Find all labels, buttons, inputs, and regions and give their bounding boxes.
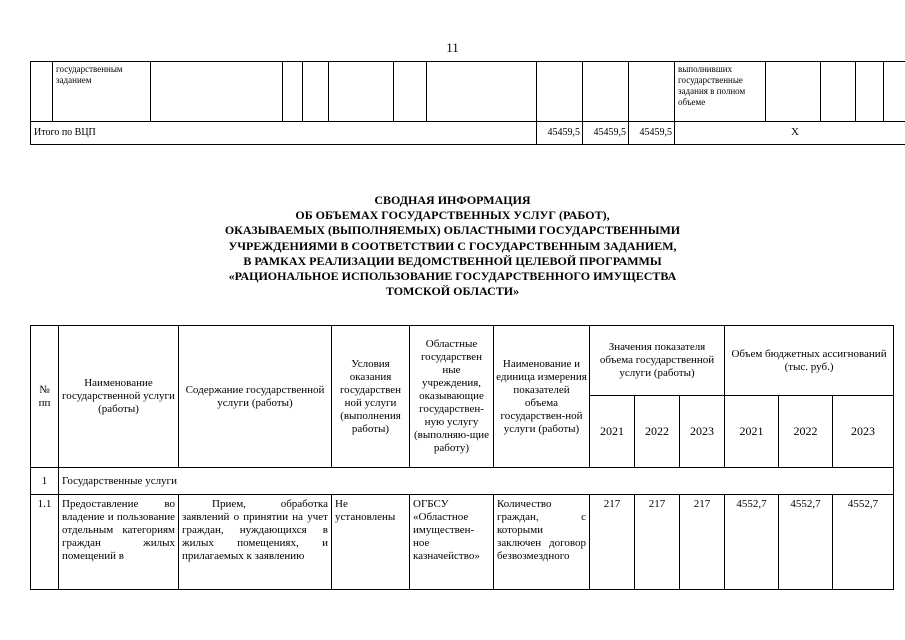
header-budget-group: Объем бюджетных ассигнований (тыс. руб.) xyxy=(725,326,894,396)
header-content: Содержание государственной услуги (работы) xyxy=(179,326,332,468)
top-cell-text-right: выполнивших государственные задания в полном объеме xyxy=(675,62,766,122)
title-line: УЧРЕЖДЕНИЯМИ В СООТВЕТСТВИИ С ГОСУДАРСТВЕННЫМ ЗАДАНИЕМ, xyxy=(228,238,677,253)
title-line: «РАЦИОНАЛЬНОЕ ИСПОЛЬЗОВАНИЕ ГОСУДАРСТВЕННОГО ИМУЩЕСТВА xyxy=(228,269,677,284)
section-label: Государственные услуги xyxy=(59,468,894,495)
header-service-name: Наименование государственной услуги (работы) xyxy=(59,326,179,468)
header-year: 2022 xyxy=(779,396,833,468)
top-table-row xyxy=(31,62,905,122)
total-mark: Х xyxy=(675,122,905,145)
total-value: 45459,5 xyxy=(583,122,629,145)
row-content: Прием, обработка заявлений о принятии на учет граждан, нуждающихся в жилых помещениях, и прилагаемых к заявлению xyxy=(179,495,332,590)
row-indicator: Количество граждан, с которыми заключен договор безвозмездного xyxy=(494,495,590,590)
row-budget: 4552,7 xyxy=(725,495,779,590)
title-line: СВОДНАЯ ИНФОРМАЦИЯ xyxy=(374,193,531,207)
title-line: ОКАЗЫВАЕМЫХ (ВЫПОЛНЯЕМЫХ) ОБЛАСТНЫМИ ГОСУДАРСТВЕННЫМИ xyxy=(224,223,681,238)
row-budget: 4552,7 xyxy=(833,495,894,590)
table-row xyxy=(31,495,894,590)
total-label: Итого по ВЦП xyxy=(31,122,537,145)
title-line: ТОМСКОЙ ОБЛАСТИ» xyxy=(385,284,520,299)
header-year: 2023 xyxy=(833,396,894,468)
row-service-name: Предоставление во владение и пользование отдельным категориям граждан жилых помещений в xyxy=(59,495,179,590)
title-line: ОБ ОБЪЕМАХ ГОСУДАРСТВЕННЫХ УСЛУГ (РАБОТ), xyxy=(295,208,610,223)
document-title xyxy=(0,193,905,299)
header-volume-group: Значения показателя объема государственной услуги (работы) xyxy=(590,326,725,396)
header-indicator: Наименование и единица измерения показателей объема государствен-ной услуги (работы) xyxy=(494,326,590,468)
row-volume: 217 xyxy=(635,495,680,590)
header-year: 2021 xyxy=(725,396,779,468)
top-cell-empty xyxy=(31,62,53,122)
row-volume: 217 xyxy=(590,495,635,590)
header-institutions: Областные государствен ные учреждения, оказывающие государствен-ную услугу (выполняю-щие работу) xyxy=(410,326,494,468)
header-year: 2022 xyxy=(635,396,680,468)
title-line: В РАМКАХ РЕАЛИЗАЦИИ ВЕДОМСТВЕННОЙ ЦЕЛЕВОЙ ПРОГРАММЫ xyxy=(243,253,662,268)
row-conditions: Не установлены xyxy=(332,495,410,590)
row-num: 1.1 xyxy=(31,495,59,590)
total-value: 45459,5 xyxy=(537,122,583,145)
services-table xyxy=(30,325,894,590)
header-year: 2023 xyxy=(680,396,725,468)
section-row xyxy=(31,468,894,495)
page-number: 11 xyxy=(446,40,459,55)
row-institutions: ОГБСУ «Областное имуществен-ное казначейство» xyxy=(410,495,494,590)
top-continuation-table xyxy=(30,61,905,145)
header-year: 2021 xyxy=(590,396,635,468)
total-row xyxy=(31,122,905,145)
header-conditions: Условия оказания государствен ной услуги (выполнения работы) xyxy=(332,326,410,468)
row-budget: 4552,7 xyxy=(779,495,833,590)
row-volume: 217 xyxy=(680,495,725,590)
section-num: 1 xyxy=(31,468,59,495)
top-cell-text: государственным заданием xyxy=(53,62,151,122)
total-value: 45459,5 xyxy=(629,122,675,145)
header-num: № пп xyxy=(31,326,59,468)
header-row xyxy=(31,326,894,396)
